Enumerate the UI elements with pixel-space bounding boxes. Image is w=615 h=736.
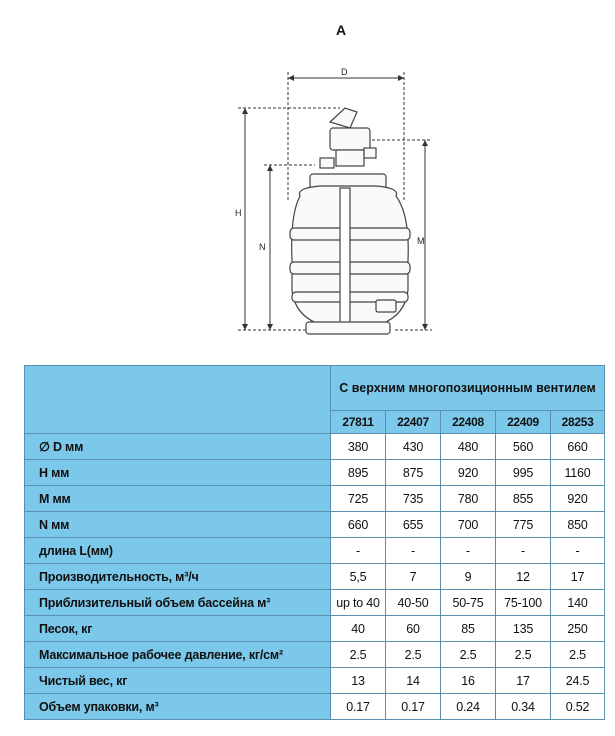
table-cell: 17 bbox=[496, 668, 551, 694]
filter-drawing bbox=[0, 0, 615, 355]
table-cell: 995 bbox=[496, 460, 551, 486]
table-cell: - bbox=[551, 538, 605, 564]
model-header: 22407 bbox=[386, 411, 441, 434]
table-cell: 75-100 bbox=[496, 590, 551, 616]
table-cell: 14 bbox=[386, 668, 441, 694]
table-cell: 40 bbox=[331, 616, 386, 642]
table-row bbox=[25, 590, 605, 616]
table-cell: 775 bbox=[496, 512, 551, 538]
table-cell: 735 bbox=[386, 486, 441, 512]
row-label: Объем упаковки, м³ bbox=[25, 694, 331, 720]
row-label: Максимальное рабочее давление, кг/см² bbox=[25, 642, 331, 668]
table-cell: 895 bbox=[331, 460, 386, 486]
row-label: H мм bbox=[25, 460, 331, 486]
row-label: Производительность, м³/ч bbox=[25, 564, 331, 590]
row-label: длина L(мм) bbox=[25, 538, 331, 564]
table-row bbox=[25, 486, 605, 512]
table-cell: 0.52 bbox=[551, 694, 605, 720]
table-cell: - bbox=[331, 538, 386, 564]
spec-table bbox=[24, 365, 605, 720]
table-cell: 480 bbox=[441, 434, 496, 460]
table-cell: 655 bbox=[386, 512, 441, 538]
row-label: N мм bbox=[25, 512, 331, 538]
table-cell: 430 bbox=[386, 434, 441, 460]
valve-handle bbox=[330, 108, 357, 128]
valve-head bbox=[330, 128, 370, 150]
table-cell: 250 bbox=[551, 616, 605, 642]
table-cell: 17 bbox=[551, 564, 605, 590]
table-cell: 2.5 bbox=[331, 642, 386, 668]
table-cell: - bbox=[441, 538, 496, 564]
table-row bbox=[25, 642, 605, 668]
table-cell: 1160 bbox=[551, 460, 605, 486]
table-cell: 40-50 bbox=[386, 590, 441, 616]
table-cell: 2.5 bbox=[496, 642, 551, 668]
table-row bbox=[25, 616, 605, 642]
table-cell: 140 bbox=[551, 590, 605, 616]
group-header: С верхним многопозиционным вентилем bbox=[331, 366, 605, 411]
table-cell: 875 bbox=[386, 460, 441, 486]
table-cell: - bbox=[496, 538, 551, 564]
table-cell: 0.24 bbox=[441, 694, 496, 720]
table-cell: 920 bbox=[441, 460, 496, 486]
valve-neck bbox=[336, 150, 364, 166]
table-cell: 2.5 bbox=[441, 642, 496, 668]
table-cell: 50-75 bbox=[441, 590, 496, 616]
table-cell: 700 bbox=[441, 512, 496, 538]
table-cell: 135 bbox=[496, 616, 551, 642]
model-header: 22409 bbox=[496, 411, 551, 434]
table-row bbox=[25, 434, 605, 460]
table-cell: 60 bbox=[386, 616, 441, 642]
table-cell: 380 bbox=[331, 434, 386, 460]
dim-text-d: D bbox=[341, 67, 348, 77]
table-row bbox=[25, 512, 605, 538]
table-cell: - bbox=[386, 538, 441, 564]
table-cell: 660 bbox=[551, 434, 605, 460]
row-label: Приблизительный объем бассейна м³ bbox=[25, 590, 331, 616]
dim-text-n: N bbox=[259, 242, 266, 252]
table-row bbox=[25, 694, 605, 720]
row-label: Песок, кг bbox=[25, 616, 331, 642]
drain-plug bbox=[376, 300, 396, 312]
table-cell: 660 bbox=[331, 512, 386, 538]
table-row bbox=[25, 538, 605, 564]
table-cell: 920 bbox=[551, 486, 605, 512]
row-label: M мм bbox=[25, 486, 331, 512]
figure-label: A bbox=[336, 22, 347, 38]
table-cell: 560 bbox=[496, 434, 551, 460]
table-cell: 13 bbox=[331, 668, 386, 694]
table-cell: 16 bbox=[441, 668, 496, 694]
table-cell: 0.34 bbox=[496, 694, 551, 720]
table-cell: 9 bbox=[441, 564, 496, 590]
table-header-row bbox=[25, 366, 605, 411]
row-label: Чистый вес, кг bbox=[25, 668, 331, 694]
table-cell: 2.5 bbox=[386, 642, 441, 668]
table-row bbox=[25, 668, 605, 694]
table-cell: 0.17 bbox=[331, 694, 386, 720]
dim-text-m: M bbox=[417, 236, 425, 246]
table-cell: 725 bbox=[331, 486, 386, 512]
table-cell: 780 bbox=[441, 486, 496, 512]
table-cell: 7 bbox=[386, 564, 441, 590]
table-cell: 850 bbox=[551, 512, 605, 538]
table-row bbox=[25, 564, 605, 590]
table-cell: 12 bbox=[496, 564, 551, 590]
table-cell: 2.5 bbox=[551, 642, 605, 668]
tank-base bbox=[306, 322, 390, 334]
model-header: 22408 bbox=[441, 411, 496, 434]
row-label: ∅ D мм bbox=[25, 434, 331, 460]
header-blank-cell bbox=[25, 366, 331, 434]
table-row bbox=[25, 460, 605, 486]
sand-filter-diagram bbox=[0, 0, 615, 355]
table-cell: 85 bbox=[441, 616, 496, 642]
model-header: 28253 bbox=[551, 411, 605, 434]
table-cell: 5,5 bbox=[331, 564, 386, 590]
table-cell: 24.5 bbox=[551, 668, 605, 694]
table-cell: up to 40 bbox=[331, 590, 386, 616]
table-cell: 855 bbox=[496, 486, 551, 512]
dim-text-h: H bbox=[235, 208, 242, 218]
table-cell: 0.17 bbox=[386, 694, 441, 720]
model-header: 27811 bbox=[331, 411, 386, 434]
